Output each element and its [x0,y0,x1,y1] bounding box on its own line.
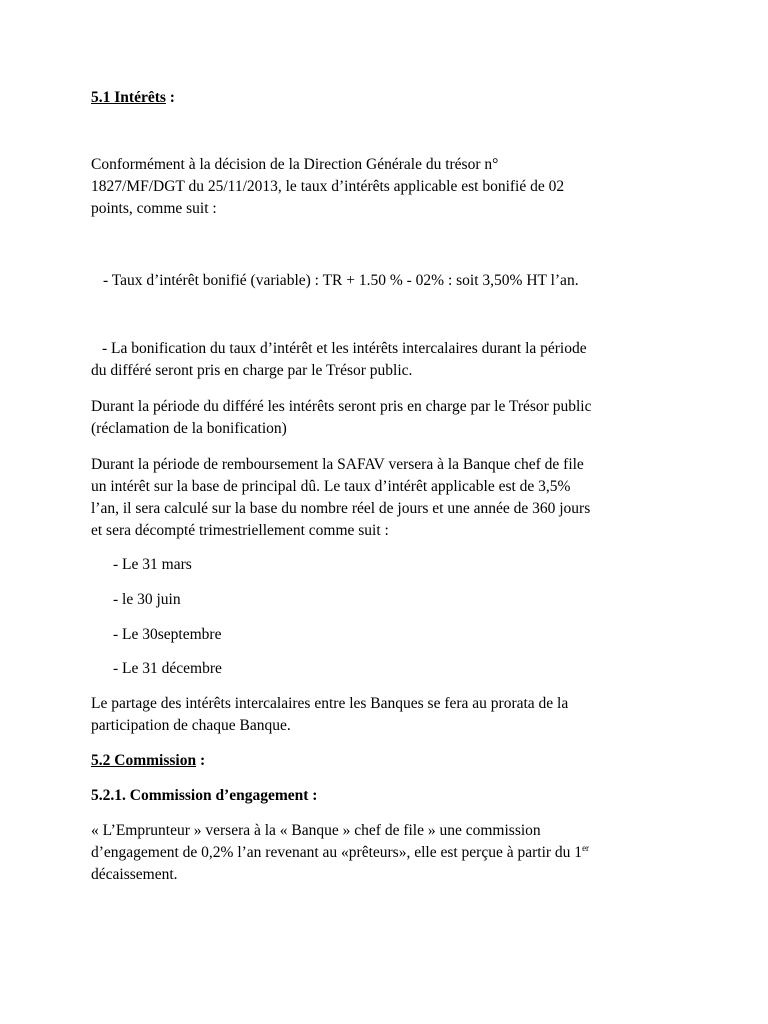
paragraph-line: du différé seront pris en charge par le Trésor public. [91,362,413,379]
list-item: - Le 31 mars [113,556,192,573]
superscript-ordinal: er [582,842,590,853]
paragraph-sharing [91,693,691,737]
bullet-bonification [91,338,691,382]
date-item-4 [113,658,713,680]
paragraph-line: et sera décompté trimestriellement comme suit : [91,522,389,539]
list-item: - Le 31 décembre [113,660,222,677]
paragraph-decision [91,154,691,220]
paragraph-repayment [91,454,711,542]
paragraph-line: « L’Emprunteur » versera à la « Banque » chef de file » une commission [91,822,541,839]
section-heading-5-1-label: 5.1 Intérêts [91,89,166,106]
section-heading-5-2-label: 5.2 Commission [91,752,197,769]
list-item: - le 30 juin [113,591,181,608]
section-heading-5-2-suffix: : [196,752,206,769]
paragraph-deferral [91,396,711,440]
date-item-2 [113,589,713,611]
paragraph-line: décaissement. [91,866,178,883]
paragraph-line: 1827/MF/DGT du 25/11/2013, le taux d’intérêts applicable est bonifié de 02 [91,178,565,195]
paragraph-line: Durant la période du différé les intérêts seront pris en charge par le Trésor public [91,398,592,415]
paragraph-line: participation de chaque Banque. [91,717,291,734]
list-item: - Le 30septembre [113,626,222,643]
section-heading-5-1 [91,87,691,109]
date-item-1 [113,554,713,576]
paragraph-line: - La bonification du taux d’intérêt et les intérêts intercalaires durant la période [102,340,587,357]
paragraph-line: Le partage des intérêts intercalaires entre les Banques se fera au prorata de la [91,695,569,712]
paragraph-line: d’engagement de 0,2% l’an revenant au «prêteurs», elle est perçue à partir du 1 [91,844,583,861]
paragraph-line: l’an, il sera calculé sur la base du nombre réel de jours et une année de 360 jours [91,500,591,517]
paragraph-commission [91,820,711,886]
section-heading-5-1-suffix: : [165,89,175,106]
date-item-3 [113,624,713,646]
paragraph-line: Durant la période de remboursement la SAFAV versera à la Banque chef de file [91,456,584,473]
subsection-heading-text: 5.2.1. Commission d’engagement : [91,787,318,804]
paragraph-line: points, comme suit : [91,200,217,217]
bullet-rate [103,270,723,292]
subsection-heading-5-2-1 [91,785,691,807]
section-heading-5-2 [91,750,691,772]
paragraph-line: un intérêt sur la base de principal dû. Le taux d’intérêt applicable est de 3,5% [91,478,571,495]
paragraph-line: (réclamation de la bonification) [91,420,287,437]
bullet-rate-text: - Taux d’intérêt bonifié (variable) : TR + 1.50 % - 02% : soit 3,50% HT l’an. [103,272,579,289]
paragraph-line: Conformément à la décision de la Direction Générale du trésor n° [91,156,499,173]
